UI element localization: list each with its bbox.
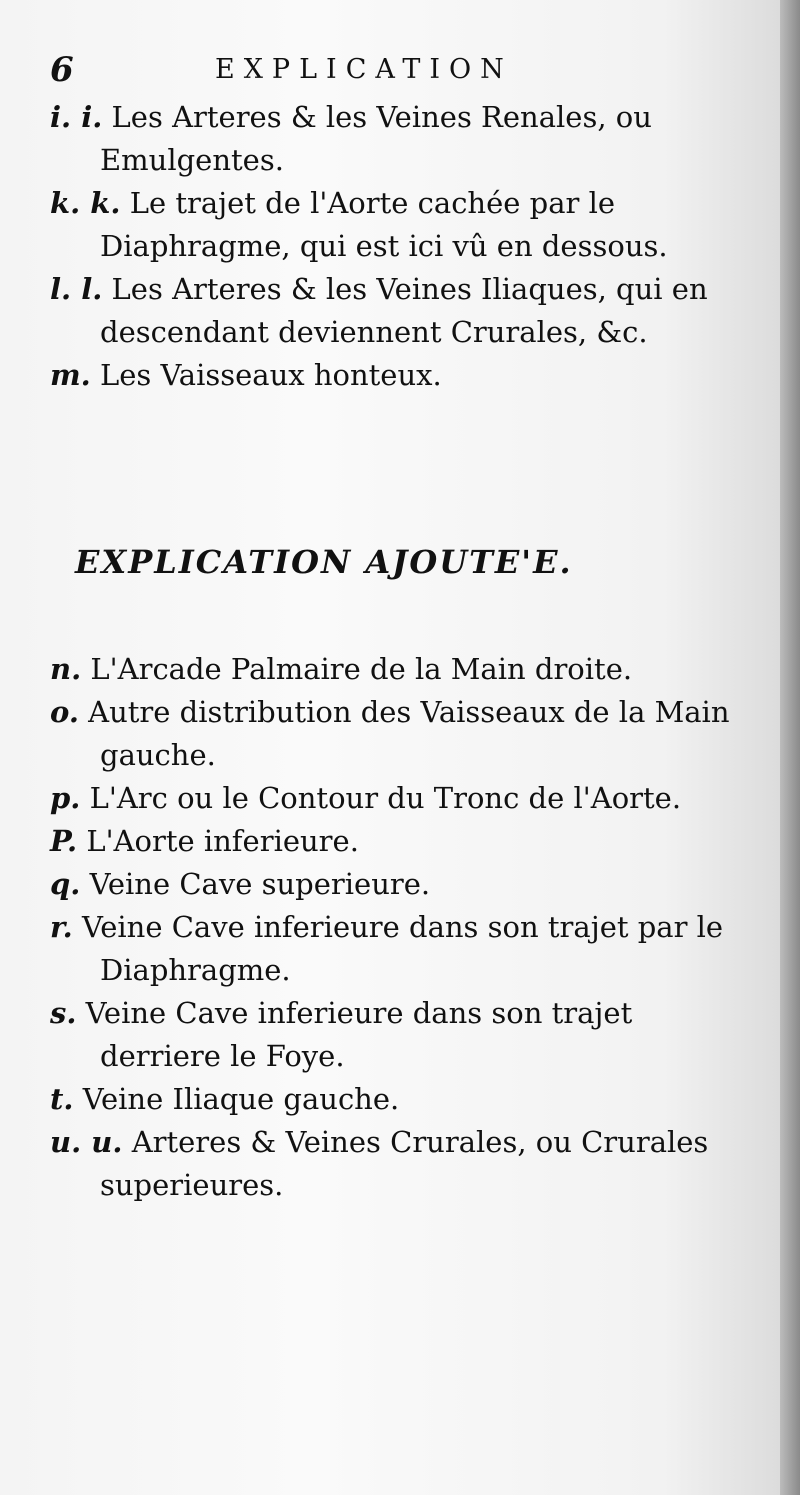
section-title: EXPLICATION AJOUTE'E. [75,543,573,581]
added-entry-s [50,992,730,1078]
entry-text: Veine Iliaque gauche. [82,1082,400,1116]
added-entry-n [50,648,730,691]
page-number: 6 [50,50,74,90]
entry-text: Veine Cave inferieure dans son trajet derriere le Foye. [85,996,633,1073]
entry-key: i. i. [50,100,103,134]
entry-key: r. [50,910,73,944]
entry-text: L'Arcade Palmaire de la Main droite. [90,652,633,686]
running-title: EXPLICATION [215,54,513,85]
entry-text: L'Arc ou le Contour du Tronc de l'Aorte. [89,781,682,815]
added-entry-t [50,1078,730,1121]
added-entry-u [50,1121,730,1207]
entry-text: Autre distribution des Vaisseaux de la Main gauche. [88,695,730,772]
entry-key: t. [50,1082,74,1116]
entry-text: Le trajet de l'Aorte cachée par le Diaphragme, qui est ici vû en dessous. [100,186,668,263]
entry-key: s. [50,996,77,1030]
added-entry-P [50,820,730,863]
entry-key: l. l. [50,272,103,306]
entry-text: Veine Cave inferieure dans son trajet par le Diaphragme. [81,910,724,987]
entry-key: n. [50,652,82,686]
legend-entry-k [50,182,730,268]
page-edge-shadow [780,0,800,1495]
entry-key: P. [50,824,78,858]
entry-key: m. [50,358,91,392]
legend-entry-m [50,354,730,397]
entry-text: Arteres & Veines Crurales, ou Crurales superieures. [100,1125,709,1202]
legend-entry-l [50,268,730,354]
added-entry-o [50,691,730,777]
entry-text: L'Aorte inferieure. [86,824,359,858]
entry-key: p. [50,781,81,815]
entry-key: q. [50,867,81,901]
entry-text: Veine Cave superieure. [89,867,431,901]
entry-key: u. u. [50,1125,123,1159]
entry-key: k. k. [50,186,121,220]
entry-key: o. [50,695,79,729]
added-entry-r [50,906,730,992]
entry-text: Les Arteres & les Veines Renales, ou Emulgentes. [100,100,652,177]
added-entry-p [50,777,730,820]
page-header [50,50,740,100]
entry-text: Les Vaisseaux honteux. [100,358,442,392]
entry-text: Les Arteres & les Veines Iliaques, qui en descendant deviennent Crurales, &c. [100,272,708,349]
added-legend-entries [50,648,730,1207]
legend-entries [50,96,730,397]
legend-entry-i [50,96,730,182]
added-entry-q [50,863,730,906]
